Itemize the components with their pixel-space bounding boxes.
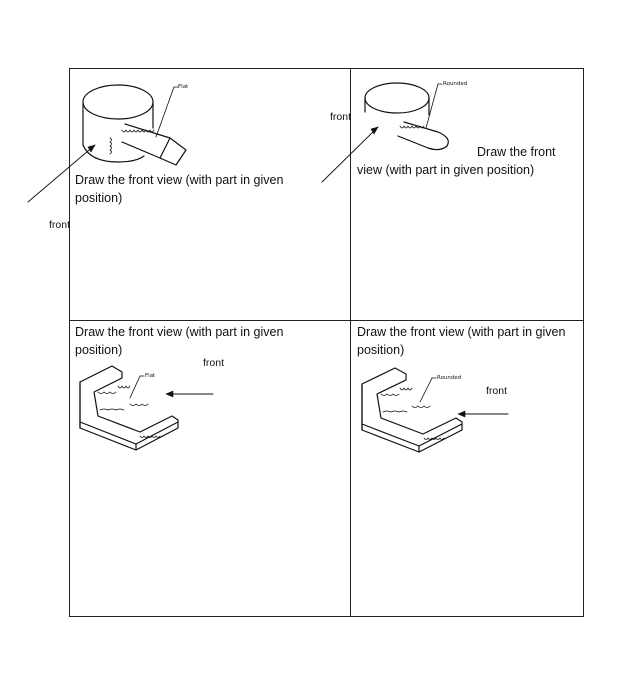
rounded-surface-label-top: Rounded <box>443 81 468 87</box>
instruction-top-left: Draw the front view (with part in given position) <box>75 173 284 205</box>
instruction-top-right-line1: Draw the front <box>477 145 556 159</box>
flat-surface-label-bottom: Flat <box>145 373 156 379</box>
instruction-bottom-right: Draw the front view (with part in given position) <box>357 325 566 357</box>
bracket-flat-sketch <box>80 366 178 450</box>
cylinder-rounded-boss-sketch <box>365 83 448 150</box>
front-arrow-bottom-left <box>166 391 213 397</box>
rounded-surface-label-bottom: Rounded <box>437 375 462 381</box>
front-label-top-left: front <box>49 219 71 231</box>
front-label-bottom-left: front <box>203 357 225 369</box>
instruction-bottom-left: Draw the front view (with part in given position) <box>75 325 284 357</box>
front-label-top-right: front <box>330 111 352 123</box>
instruction-top-right-line2: view (with part in given position) <box>357 163 535 177</box>
front-arrow-bottom-right <box>458 411 508 417</box>
front-label-bottom-right: front <box>486 385 508 397</box>
flat-surface-label-top: Flat <box>178 84 189 90</box>
cylinder-flat-boss-sketch <box>83 85 186 165</box>
